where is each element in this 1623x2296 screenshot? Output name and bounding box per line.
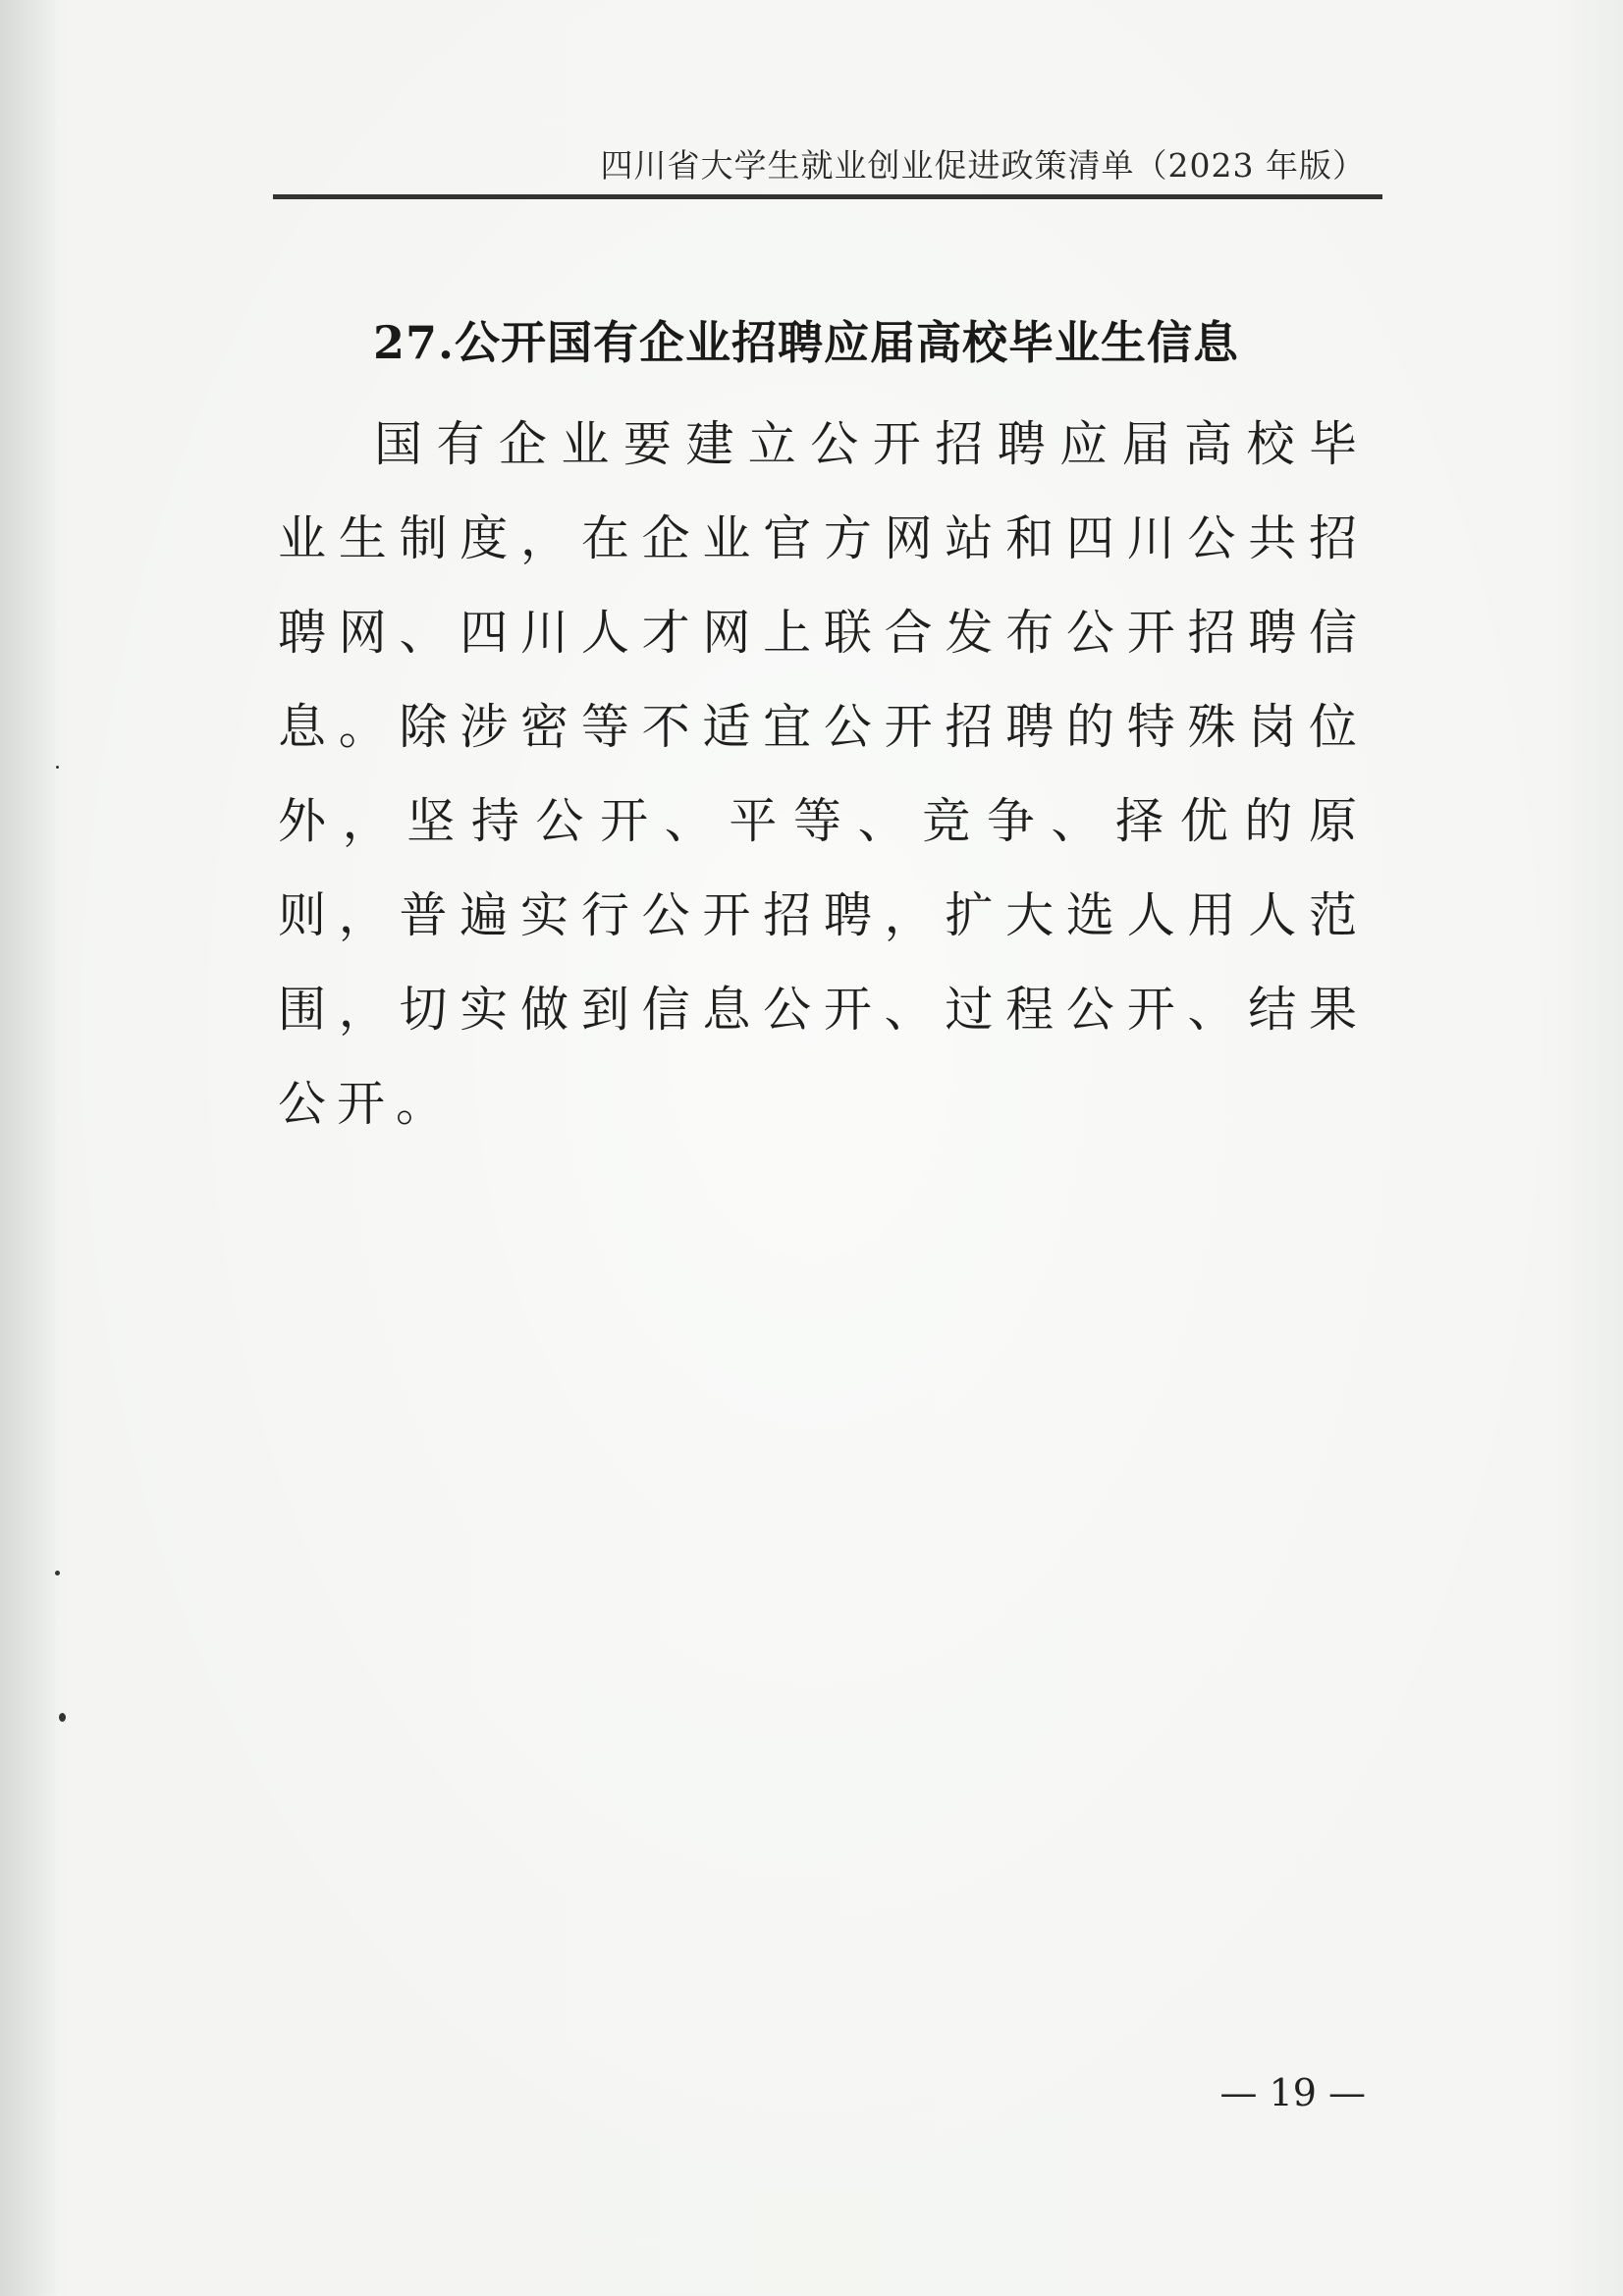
running-header: 四川省大学生就业创业促进政策清单（2023 年版） <box>600 146 1366 185</box>
scan-speck <box>59 1713 66 1722</box>
scan-speck <box>56 766 59 769</box>
scan-edge-shadow <box>0 0 59 2296</box>
section-title: 27.公开国有企业招聘应届高校毕业生信息 <box>373 316 1240 369</box>
header-rule <box>273 194 1382 199</box>
scan-speck <box>55 1571 60 1575</box>
page-number: — 19 — <box>1219 2071 1366 2114</box>
section-body: 国有企业要建立公开招聘应届高校毕业生制度，在企业官方网站和四川公共招聘网、四川人才网上联合发布公开招聘信息。除涉密等不适宜公开招聘的特殊岗位外，坚持公开、平等、竞争、择优的原则，普遍实行公开招聘，扩大选人用人范围，切实做到信息公开、过程公开、结果公开。 <box>278 416 1368 1132</box>
